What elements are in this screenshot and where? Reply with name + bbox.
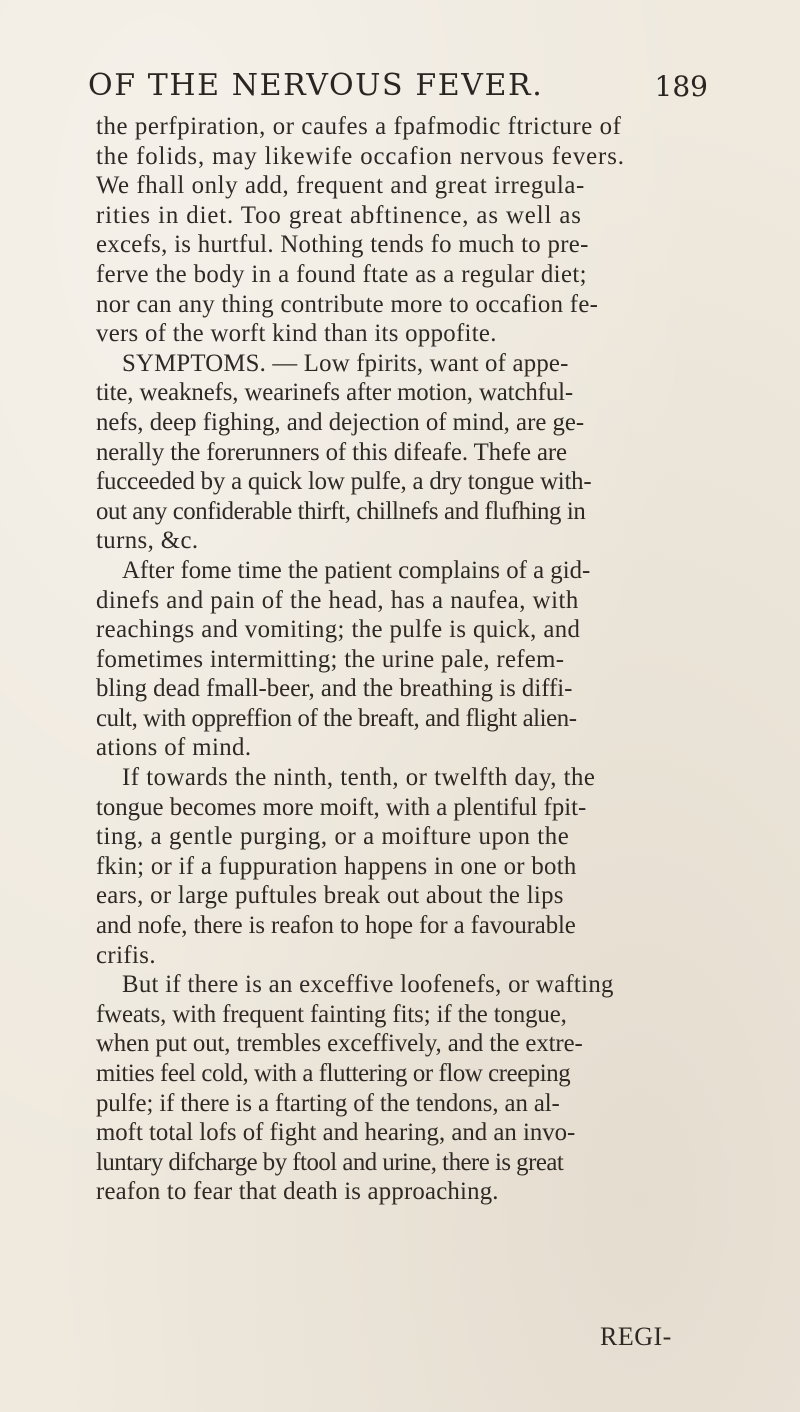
text-line: turns, &c. [96,527,199,555]
text-line: But if there is an exceffive loofenefs, or wafting [122,971,614,999]
text-line: the perfpiration, or caufes a fpafmodic ftricture of [96,113,622,140]
text-line: fometimes intermitting; the urine pale, refem- [96,645,565,673]
text-line: fkin; or if a fuppuration happens in one or both [96,852,577,880]
text-line: moft total lofs of fight and hearing, and an invo- [96,1119,576,1147]
text-line: nor can any thing contribute more to occafion fe- [96,290,599,318]
page-number: 189 [654,70,708,103]
catchword: REGI- [600,1322,672,1351]
text-line: ears, or large puftules break out about the lips [96,882,564,910]
text-line: rities in diet. Too great abftinence, as well as [96,201,582,229]
running-title: OF THE NERVOUS FEVER. [88,68,544,103]
text-line: pulfe; if there is a ftarting of the tendons, an al- [96,1089,560,1117]
text-line: tongue becomes more moift, with a plentiful fpit- [96,793,587,821]
text-line: cult, with oppreffion of the breaft, and flight alien- [96,704,577,732]
text-line: ferve the body in a found ftate as a regular diet; [96,260,587,288]
text-line: SYMPTOMS. — Low fpirits, want of appe- [122,349,569,377]
text-line: fucceeded by a quick low pulfe, a dry tongue with- [96,468,592,496]
running-head [88,68,708,108]
text-line: reafon to fear that death is approaching. [96,1178,499,1206]
text-line: the folids, may likewife occafion nervous fevers. [96,142,625,170]
text-line: out any confiderable thirft, chillnefs and flufhing in [96,497,586,525]
text-line: fweats, with frequent fainting fits; if the tongue, [96,1000,567,1028]
text-line: excefs, is hurtful. Nothing tends fo much to pre- [96,231,589,259]
text-line: ting, a gentle purging, or a moifture upon the [96,823,570,851]
text-line: If towards the ninth, tenth, or twelfth day, the [122,764,596,792]
text-line: nefs, deep fighing, and dejection of mind, are ge- [96,408,585,436]
text-line: nerally the forerunners of this difeafe. Thefe are [96,438,567,466]
text-line: crifis. [96,941,156,969]
body-text [96,112,696,1207]
text-line: when put out, trembles exceffively, and the extre- [96,1030,583,1058]
text-line: vers of the worft kind than its oppofite. [96,320,497,348]
text-line: After fome time the patient complains of a gid- [122,556,591,584]
text-line: dinefs and pain of the head, has a naufea, with [96,586,579,614]
text-line: mities feel cold, with a fluttering or flow creeping [96,1060,571,1087]
text-line: ations of mind. [96,734,252,762]
text-line: reachings and vomiting; the pulfe is quick, and [96,616,581,644]
text-line: luntary difcharge by ftool and urine, there is great [96,1148,564,1176]
text-line: tite, weaknefs, wearinefs after motion, watchful- [96,379,574,407]
text-line: We fhall only add, frequent and great irregula- [96,172,585,200]
text-line: bling dead fmall-beer, and the breathing is diffi- [96,675,573,703]
text-line: and nofe, there is reafon to hope for a favourable [96,912,576,940]
